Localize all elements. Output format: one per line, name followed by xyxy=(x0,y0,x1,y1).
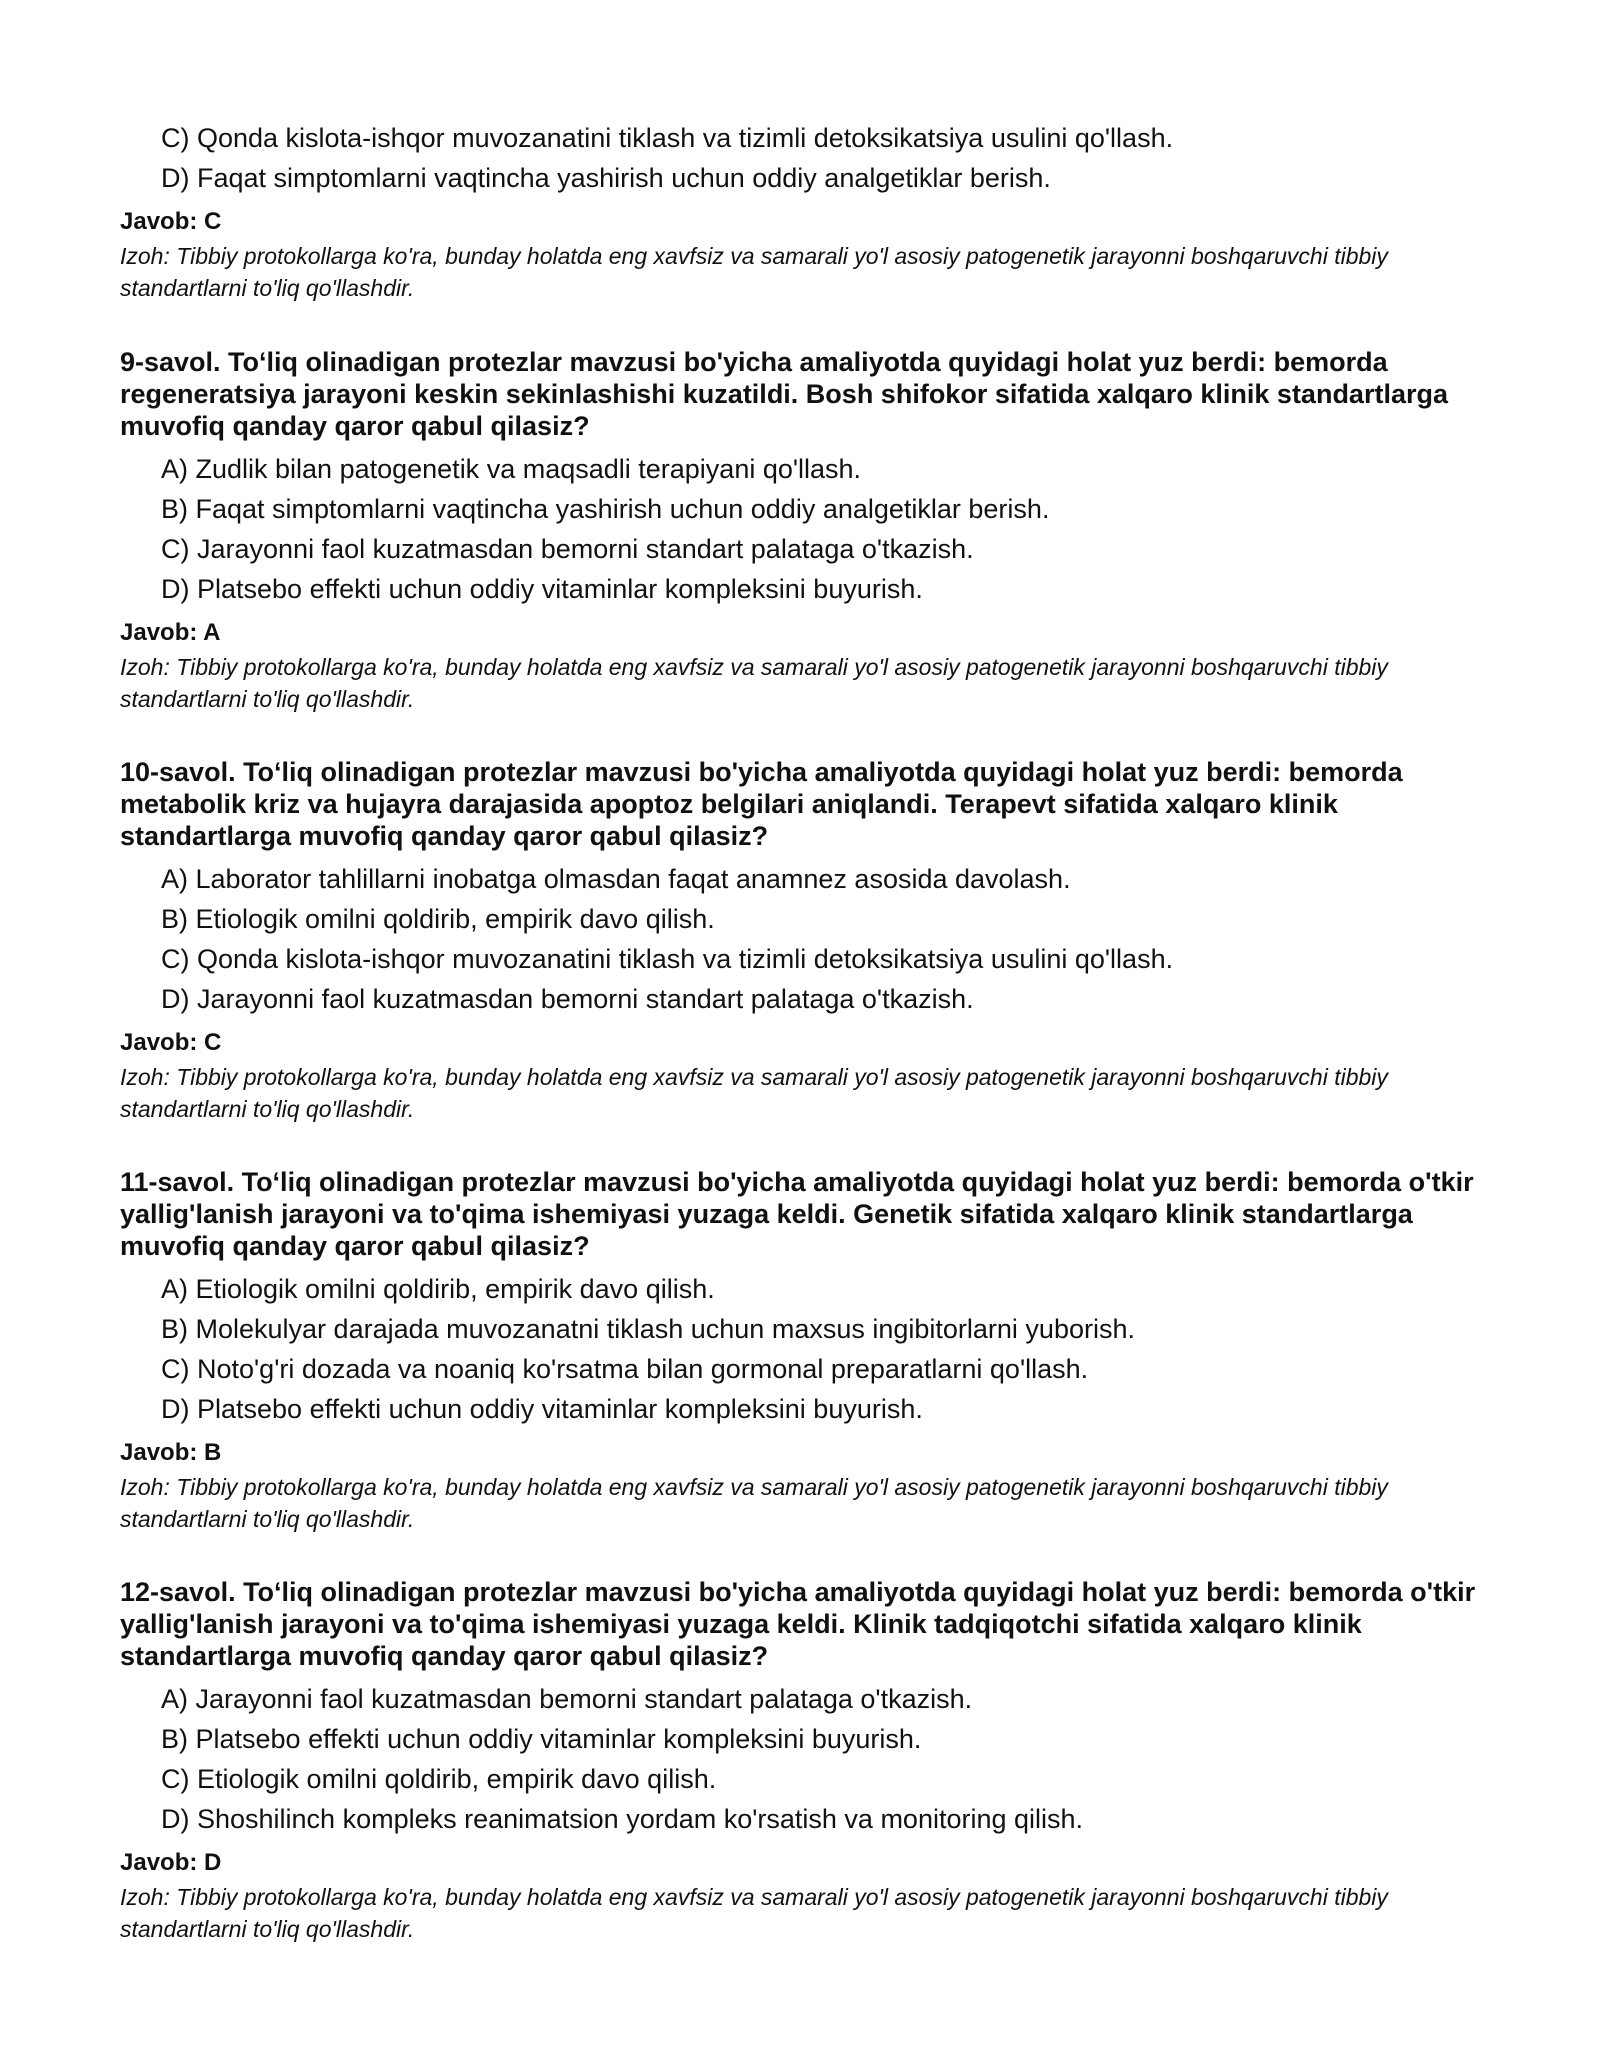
explanation-note: Izoh: Tibbiy protokollarga ko'ra, bunday holatda eng xavfsiz va samarali yo'l asosiy patogenetik jarayonni boshqaruvchi tibbiy standartlarni to'liq qo'llashdir. xyxy=(120,1884,1388,1942)
option-b: B) Etiologik omilni qoldirib, empirik davo qilish. xyxy=(161,904,715,934)
option-d: D) Platsebo effekti uchun oddiy vitaminlar kompleksini buyurish. xyxy=(161,574,923,604)
option-b: B) Molekulyar darajada muvozanatni tiklash uchun maxsus ingibitorlarni yuborish. xyxy=(161,1314,1135,1344)
option-d: D) Platsebo effekti uchun oddiy vitaminlar kompleksini buyurish. xyxy=(161,1394,923,1424)
option-c: C) Qonda kislota-ishqor muvozanatini tiklash va tizimli detoksikatsiya usulini qo'llash. xyxy=(161,123,1174,153)
explanation-note: Izoh: Tibbiy protokollarga ko'ra, bunday holatda eng xavfsiz va samarali yo'l asosiy patogenetik jarayonni boshqaruvchi tibbiy standartlarni to'liq qo'llashdir. xyxy=(120,1064,1388,1122)
answer-label: Javob: C xyxy=(120,1029,222,1056)
option-d: D) Faqat simptomlarni vaqtincha yashirish uchun oddiy analgetiklar berish. xyxy=(161,163,1051,193)
option-a: A) Laborator tahlillarni inobatga olmasdan faqat anamnez asosida davolash. xyxy=(161,864,1071,894)
question-text: 9-savol. To‘liq olinadigan protezlar mavzusi bo'yicha amaliyotda quyidagi holat yuz berdi: bemorda regeneratsiya jarayoni keskin sekinlashishi kuzatildi. Bosh shifokor sifatida xalqaro klinik standartlarga muvofiq qanday qaror qabul qilasiz? xyxy=(120,347,1448,441)
option-a: A) Etiologik omilni qoldirib, empirik davo qilish. xyxy=(161,1274,715,1304)
option-b: B) Faqat simptomlarni vaqtincha yashirish uchun oddiy analgetiklar berish. xyxy=(161,494,1050,524)
answer-label: Javob: A xyxy=(120,619,221,646)
answer-label: Javob: C xyxy=(120,208,222,235)
answer-label: Javob: B xyxy=(120,1439,222,1466)
explanation-note: Izoh: Tibbiy protokollarga ko'ra, bunday holatda eng xavfsiz va samarali yo'l asosiy patogenetik jarayonni boshqaruvchi tibbiy standartlarni to'liq qo'llashdir. xyxy=(120,1474,1388,1532)
option-a: A) Jarayonni faol kuzatmasdan bemorni standart palataga o'tkazish. xyxy=(161,1684,973,1714)
option-b: B) Platsebo effekti uchun oddiy vitaminlar kompleksini buyurish. xyxy=(161,1724,922,1754)
option-d: D) Shoshilinch kompleks reanimatsion yordam ko'rsatish va monitoring qilish. xyxy=(161,1804,1084,1834)
question-text: 10-savol. To‘liq olinadigan protezlar mavzusi bo'yicha amaliyotda quyidagi holat yuz berdi: bemorda metabolik kriz va hujayra darajasida apoptoz belgilari aniqlandi. Terapevt sifatida xalqaro klinik standartlarga muvofiq qanday qaror qabul qilasiz? xyxy=(120,757,1403,851)
explanation-note: Izoh: Tibbiy protokollarga ko'ra, bunday holatda eng xavfsiz va samarali yo'l asosiy patogenetik jarayonni boshqaruvchi tibbiy standartlarni to'liq qo'llashdir. xyxy=(120,243,1388,301)
answer-label: Javob: D xyxy=(120,1849,222,1876)
option-c: C) Qonda kislota-ishqor muvozanatini tiklash va tizimli detoksikatsiya usulini qo'llash. xyxy=(161,944,1174,974)
question-text: 12-savol. To‘liq olinadigan protezlar mavzusi bo'yicha amaliyotda quyidagi holat yuz berdi: bemorda o'tkir yallig'lanish jarayoni va to'qima ishemiyasi yuzaga keldi. Klinik tadqiqotchi sifatida xalqaro klinik standartlarga muvofiq qanday qaror qabul qilasiz? xyxy=(120,1577,1476,1671)
option-d: D) Jarayonni faol kuzatmasdan bemorni standart palataga o'tkazish. xyxy=(161,984,974,1014)
explanation-note: Izoh: Tibbiy protokollarga ko'ra, bunday holatda eng xavfsiz va samarali yo'l asosiy patogenetik jarayonni boshqaruvchi tibbiy standartlarni to'liq qo'llashdir. xyxy=(120,654,1388,712)
option-c: C) Noto'g'ri dozada va noaniq ko'rsatma bilan gormonal preparatlarni qo'llash. xyxy=(161,1354,1089,1384)
option-a: A) Zudlik bilan patogenetik va maqsadli terapiyani qo'llash. xyxy=(161,454,862,484)
option-c: C) Etiologik omilni qoldirib, empirik davo qilish. xyxy=(161,1764,717,1794)
option-c: C) Jarayonni faol kuzatmasdan bemorni standart palataga o'tkazish. xyxy=(161,534,974,564)
question-text: 11-savol. To‘liq olinadigan protezlar mavzusi bo'yicha amaliyotda quyidagi holat yuz berdi: bemorda o'tkir yallig'lanish jarayoni va to'qima ishemiyasi yuzaga keldi. Genetik sifatida xalqaro klinik standartlarga muvofiq qanday qaror qabul qilasiz? xyxy=(120,1167,1474,1261)
